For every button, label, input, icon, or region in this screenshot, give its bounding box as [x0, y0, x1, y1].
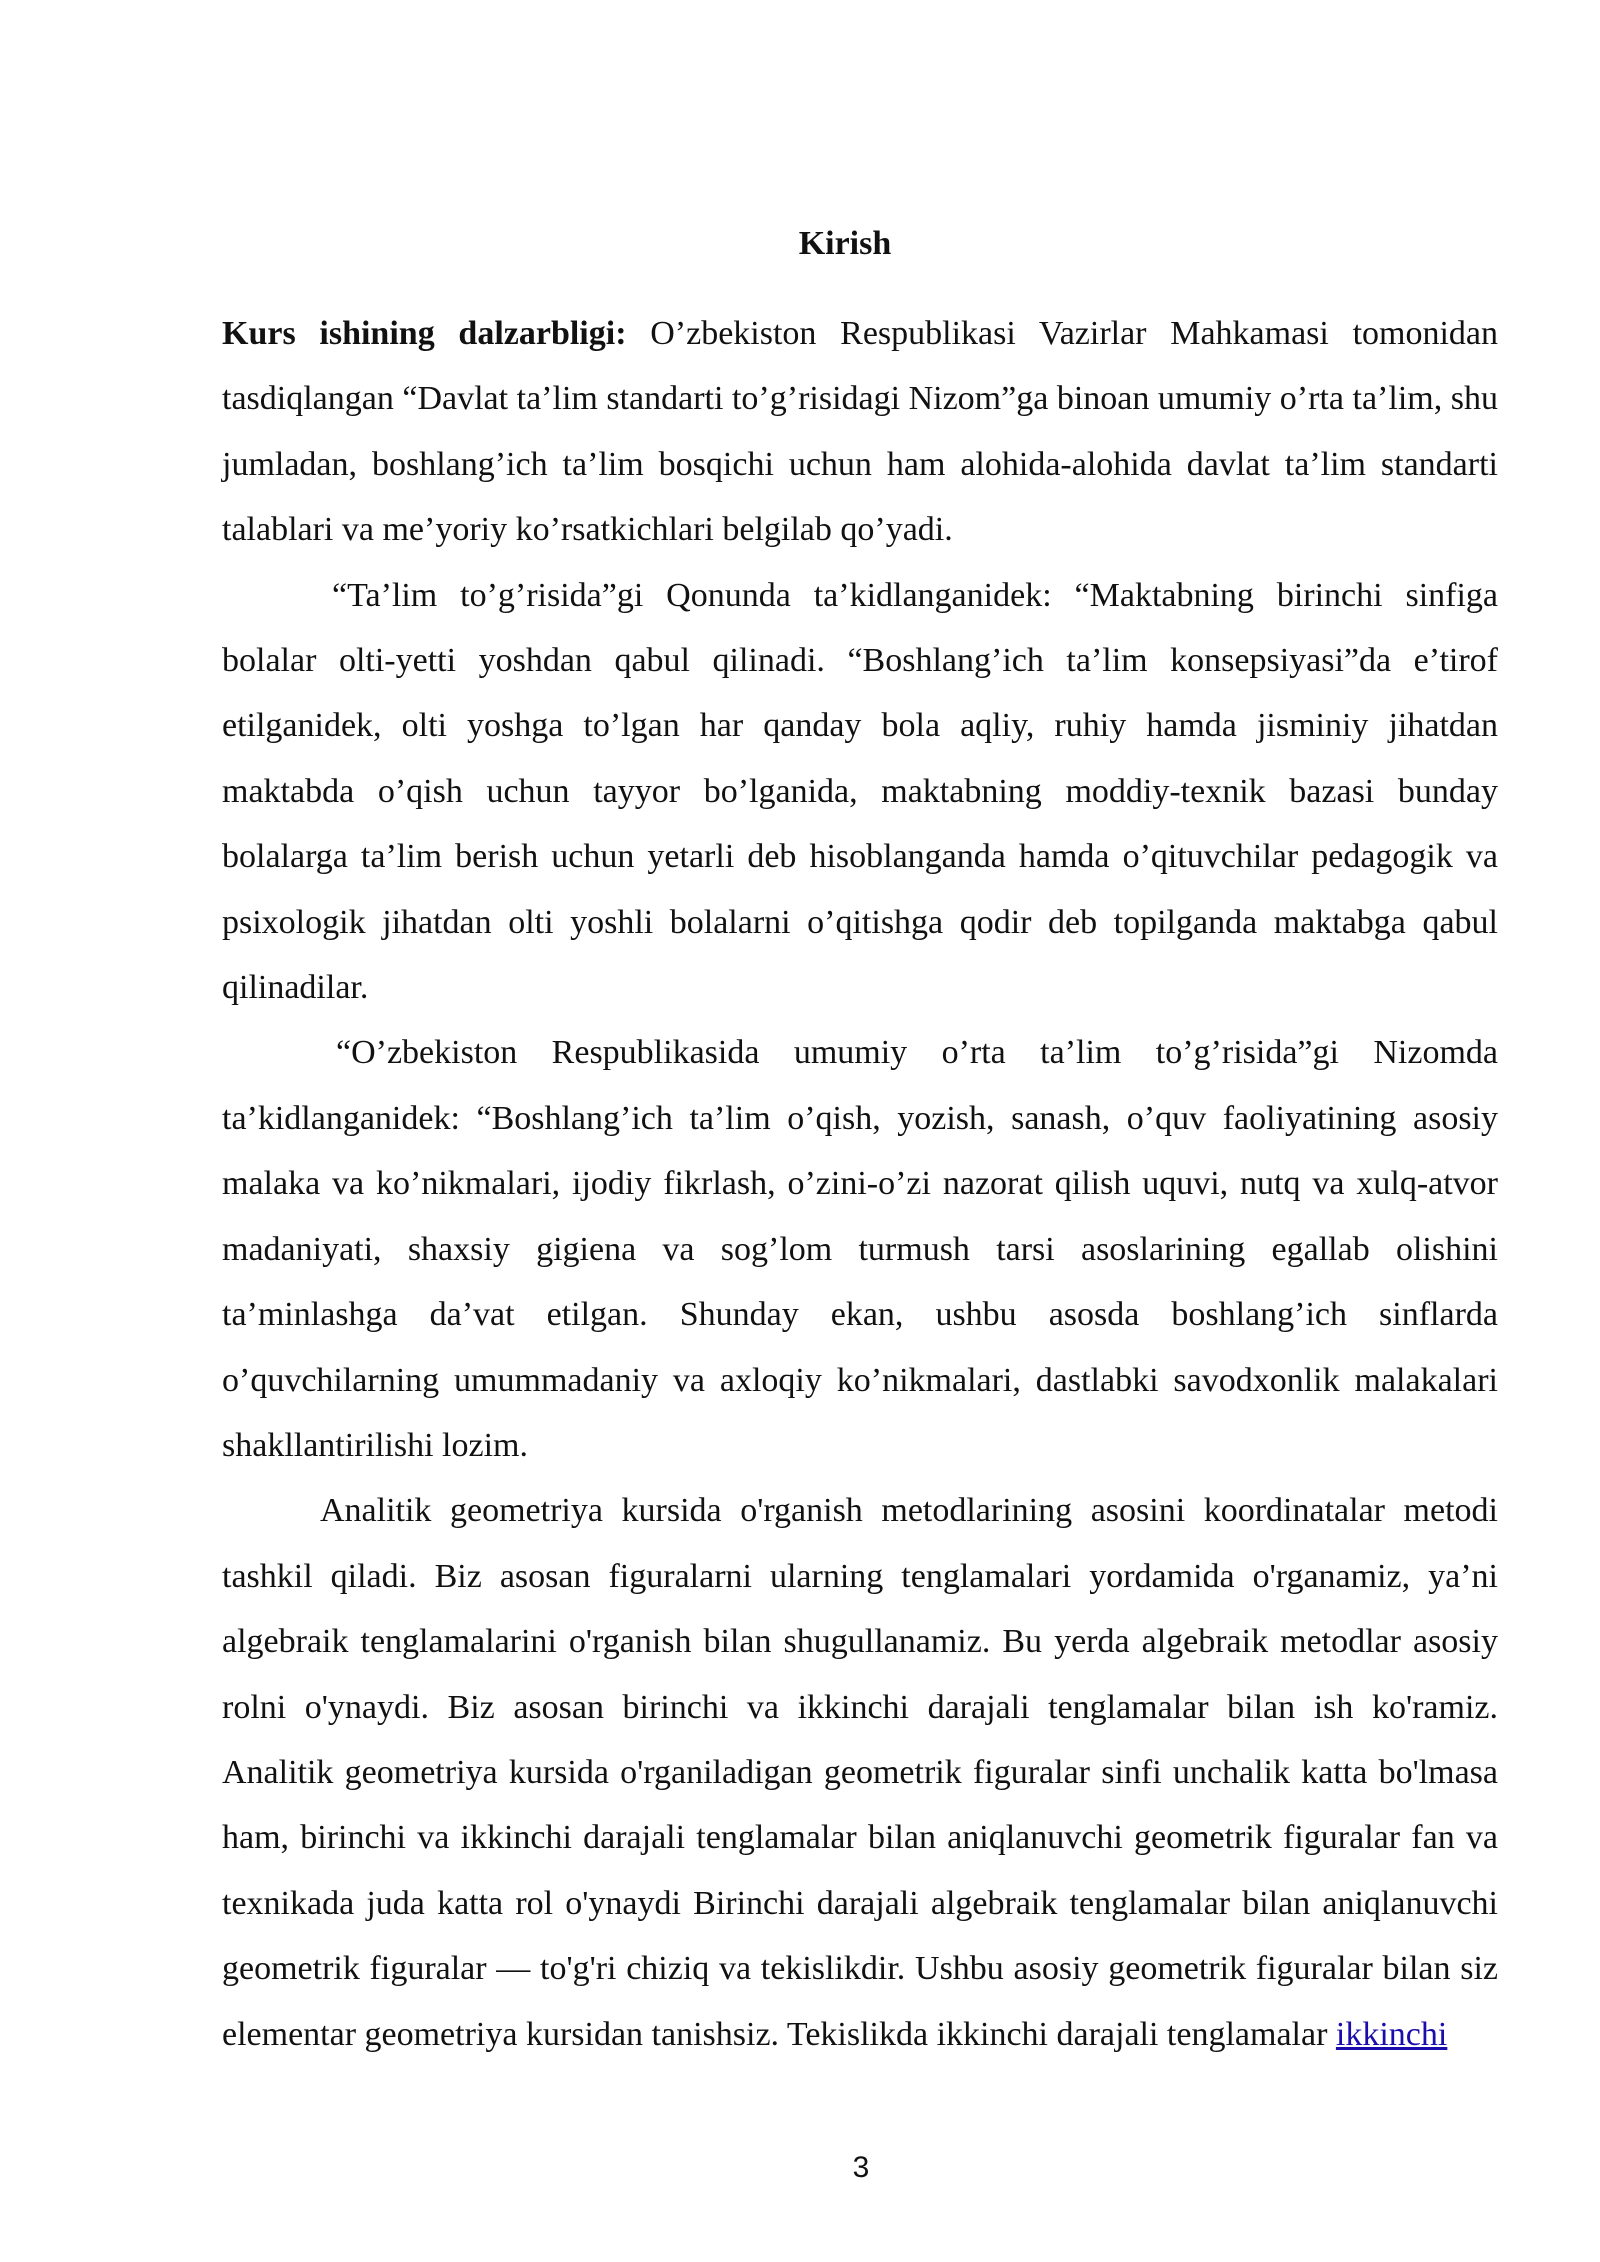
page-number: 3: [852, 2151, 870, 2184]
paragraph-analytic-geometry: [222, 1478, 1498, 2067]
document-body: [222, 301, 1498, 2067]
paragraph-law: “Ta’lim to’g’risida”gi Qonunda ta’kidlanganidek: “Maktabning birinchi sinfiga bolalar olti-yetti yoshdan qabul qilinadi. “Boshlang’ich ta’lim konsepsiyasi”da e’tirof etilganidek, olti yoshga to’lgan har qanday bola aqliy, ruhiy hamda jisminiy jihatdan maktabda o’qish uchun tayyor bo’lganida, maktabning moddiy-texnik bazasi bunday bolalarga ta’lim berish uchun yetarli deb hisoblanganda hamda o’qituvchilar pedagogik va psixologik jihatdan olti yoshli bolalarni o’qitishga qodir deb topilganda maktabga qabul qilinadilar.: [222, 576, 1498, 1007]
paragraph-text: O’zbekiston Respublikasi Vazirlar Mahkamasi tomonidan tasdiqlangan “Davlat ta’lim standarti to’g’risidagi Nizom”ga binoan umumiy o’rta ta’lim, shu jumladan, boshlang’ich ta’lim bosqichi uchun ham alohida-alohida davlat ta’lim standarti talablari va me’yoriy ko’rsatkichlari belgilab qo’yadi.: [222, 315, 1498, 549]
paragraph-lead: Kurs ishining dalzarbligi:: [222, 315, 627, 352]
page-title: Kirish: [798, 225, 892, 262]
paragraph-relevance: [222, 301, 1498, 563]
paragraph-regulation: “O’zbekiston Respublikasida umumiy o’rta ta’lim to’g’risida”gi Nizomda ta’kidlanganidek: “Boshlang’ich ta’lim o’qish, yozish, sanash, o’quv faoliyatining asosiy malaka va ko’nikmalari, ijodiy fikrlash, o’zini-o’zi nazorat qilish uquvi, nutq va xulq-atvor madaniyati, shaxsiy gigiena va sog’lom turmush tarsi asoslarining egallab olishini ta’minlashga da’vat etilgan. Shunday ekan, ushbu asosda boshlang’ich sinflarda o’quvchilarning umummadaniy va axloqiy ko’nikmalari, dastlabki savodxonlik malakalari shakllantirilishi lozim.: [222, 1034, 1498, 1464]
hyperlink[interactable]: ikkinchi: [1335, 2015, 1448, 2053]
paragraph-text: Analitik geometriya kursida o'rganish metodlarining asosini koordinatalar metodi tashkil qiladi. Biz asosan figuralarni ularning tenglamalari yordamida o'rganamiz, ya’ni algebraik tenglamalarini o'rganish bilan shugullanamiz. Bu yerda algebraik metodlar asosiy rolni o'ynaydi. Biz asosan birinchi va ikkinchi darajali tenglamalar bilan ish ko'ramiz. Analitik geometriya kursida o'rganiladigan geometrik figuralar sinfi unchalik katta bo'lmasa ham, birinchi va ikkinchi darajali tenglamalar bilan aniqlanuvchi geometrik figuralar fan va texnikada juda katta rol o'ynaydi Birinchi darajali algebraik tenglamalar bilan aniqlanuvchi geometrik figuralar — to'g'ri chiziq va tekislikdir. Ushbu asosiy geometrik figuralar bilan siz elementar geometriya kursidan tanishsiz. Tekislikda ikkinchi darajali tenglamalar: [222, 1492, 1498, 2053]
